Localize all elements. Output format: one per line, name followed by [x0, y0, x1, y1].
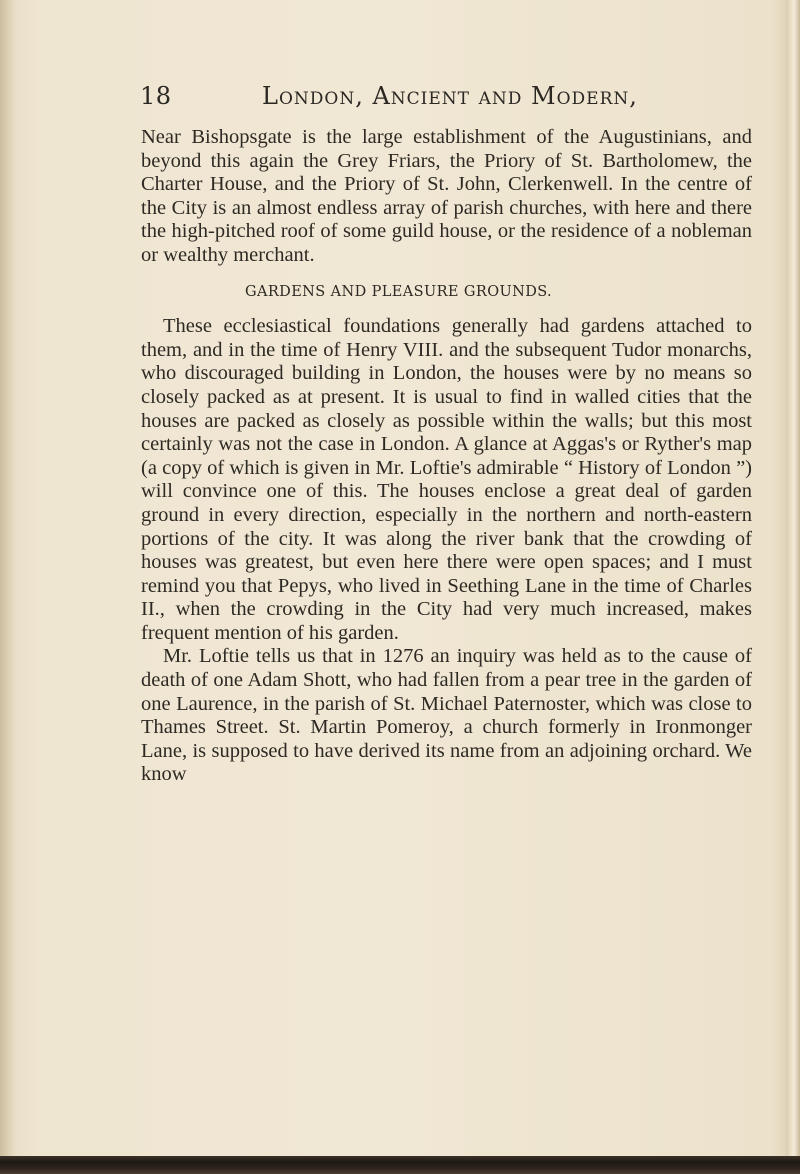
body-text [141, 126, 752, 787]
page-edge [786, 0, 800, 1174]
binding-strip [0, 1156, 800, 1174]
page-gutter [0, 0, 16, 1174]
running-head [140, 82, 740, 112]
paragraph: Near Bishopsgate is the large establishment of the Augustinians, and beyond this again the Grey Friars, the Priory of St. Bartholomew, the Charter House, and the Priory of St. John, Clerkenwell. In the centre of the City is an almost endless array of parish churches, with here and there the high-pitched roof of some guild house, or the residence of a nobleman or wealthy merchant. [141, 126, 752, 266]
section-heading: GARDENS AND PLEASURE GROUNDS. [245, 283, 553, 300]
page-number: 18 [140, 82, 172, 110]
running-title: London, Ancient and Modern, [262, 82, 638, 110]
paragraph: These ecclesiastical foundations generally had gardens attached to them, and in the time of Henry VIII. and the subsequent Tudor monarchs, who discouraged building in London, the houses were by no means so closely packed as at present. It is usual to find in walled cities that the houses are packed as closely as possible within the walls; but this most certainly was not the case in London. A glance at Aggas's or Ryther's map (a copy of which is given in Mr. Loftie's admirable “ History of London ”) will convince one of this. The houses enclose a great deal of garden ground in every direction, especially in the northern and north-eastern portions of the city. It was along the river bank that the crowding of houses was greatest, but even here there were open spaces; and I must remind you that Pepys, who lived in Seething Lane in the time of Charles II., when the crowding in the City had very much increased, makes frequent mention of his garden. [141, 315, 752, 644]
paragraph: Mr. Loftie tells us that in 1276 an inquiry was held as to the cause of death of one Adam Shott, who had fallen from a pear tree in the garden of one Laurence, in the parish of St. Michael Paternoster, which was close to Thames Street. St. Martin Pomeroy, a church formerly in Ironmonger Lane, is supposed to have derived its name from an adjoining orchard. We know [141, 645, 752, 786]
